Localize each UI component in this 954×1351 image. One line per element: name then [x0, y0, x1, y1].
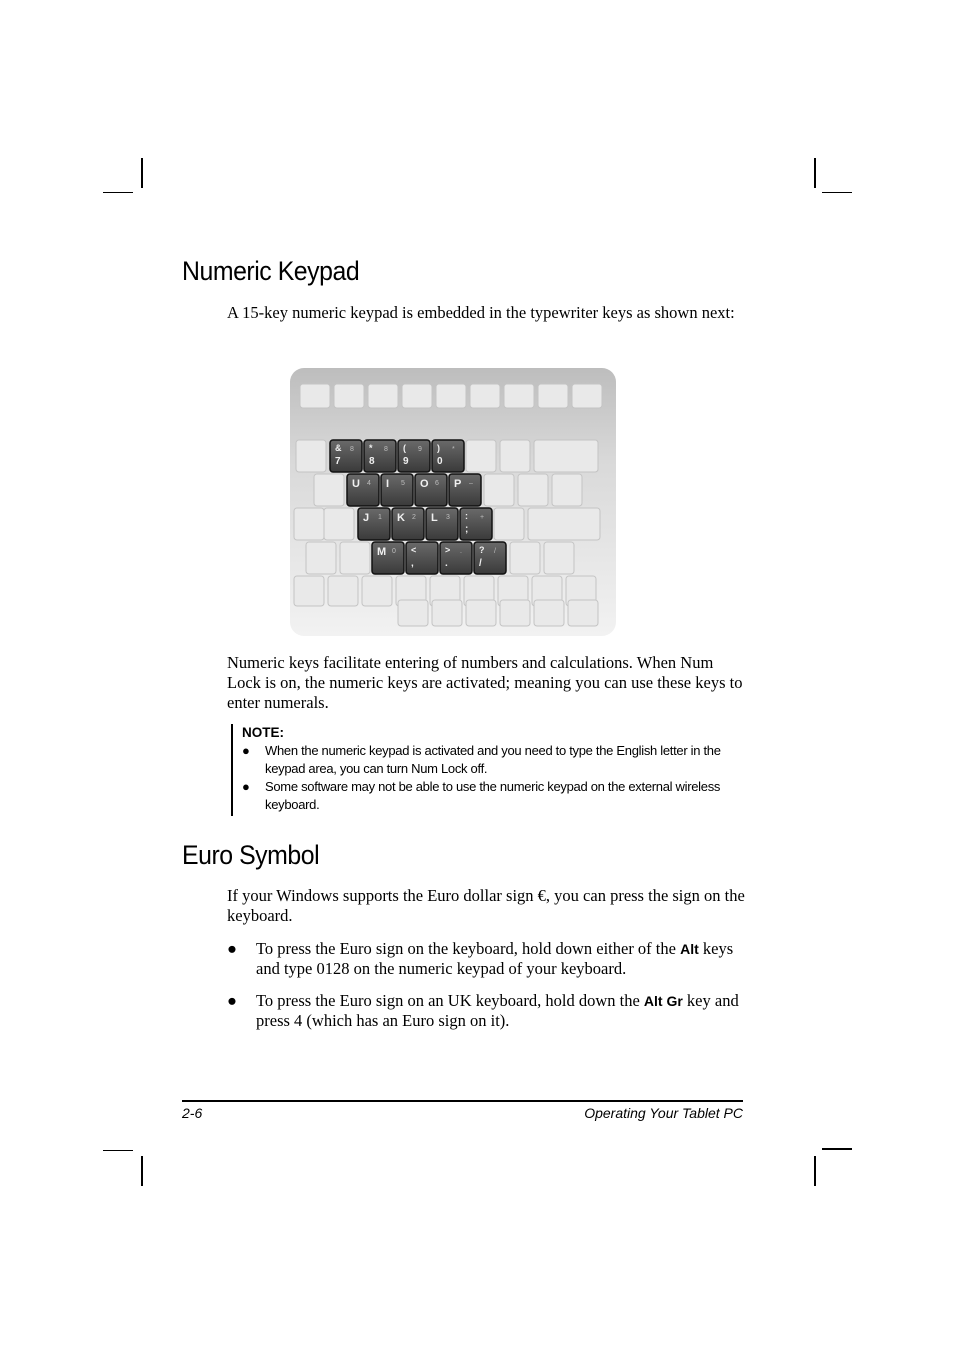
key-main-label: 8 [369, 456, 375, 467]
keyboard-key [334, 384, 364, 408]
keyboard-key [552, 474, 582, 506]
keyboard-illustration [288, 364, 620, 640]
numeric-keypad-key [406, 542, 438, 574]
numeric-keypad-key [460, 508, 492, 540]
keyboard-key [538, 384, 568, 408]
key-main-label: 7 [335, 456, 341, 467]
key-numpad-label: 4 [367, 480, 371, 487]
key-numpad-label: 6 [435, 480, 439, 487]
numeric-keypad-key [474, 542, 506, 574]
crop-mark [141, 1156, 143, 1186]
keyboard-key [568, 600, 598, 626]
numeric-keypad-key [449, 474, 481, 506]
keyboard-key [362, 576, 392, 606]
section-heading-euro-symbol: Euro Symbol [182, 840, 320, 870]
numeric-keys-paragraph: Numeric keys facilitate entering of numbers and calculations. When Num Lock is on, the numeric keys are activated; meaning you can use these keys to enter numerals. [227, 653, 743, 712]
keyboard-key [328, 576, 358, 606]
key-shift-label: : [465, 511, 468, 521]
crop-mark [103, 1150, 133, 1151]
euro-sign: € [537, 886, 546, 905]
keyboard-key [402, 384, 432, 408]
crop-mark [822, 192, 852, 193]
keyboard-key [528, 508, 600, 540]
keyboard-key [544, 542, 574, 574]
numeric-keypad-key [381, 474, 413, 506]
note-item-text: When the numeric keypad is activated and you need to type the English letter in the keypad area, you can turn Num Lock off. [265, 743, 721, 776]
crop-mark [822, 1148, 852, 1150]
keyboard-key [300, 384, 330, 408]
key-numpad-label: 0 [392, 548, 396, 555]
numeric-keypad-key [364, 440, 396, 472]
crop-mark [814, 158, 816, 188]
key-numpad-label: 5 [401, 480, 405, 487]
key-numpad-label: + [480, 514, 485, 521]
list-item-text: key and press 4 (which has an Euro sign on it). [256, 991, 739, 1030]
key-shift-label: < [411, 545, 417, 555]
keyboard-key [534, 440, 598, 472]
key-main-label: P [454, 478, 462, 490]
keyboard-key [466, 440, 496, 472]
numeric-keypad-key [330, 440, 362, 472]
note-list [242, 742, 757, 814]
crop-mark [814, 1156, 816, 1186]
key-numpad-label: 2 [412, 514, 416, 521]
key-main-label: . [445, 558, 448, 569]
list-item [227, 991, 747, 1031]
keyboard-key [432, 600, 462, 626]
key-main-label: , [411, 558, 414, 569]
keyboard-key [314, 474, 344, 506]
numeric-keypad-key [398, 440, 430, 472]
keyboard-key [466, 600, 496, 626]
euro-bullet-list [227, 939, 747, 1031]
numeric-keypad-key [372, 542, 404, 574]
note-item-text: Some software may not be able to use the numeric keypad on the external wireless keyboard. [265, 779, 721, 812]
keyboard-key [470, 384, 500, 408]
keyboard-key [500, 600, 530, 626]
keyboard-key [324, 508, 354, 540]
bullet-icon: ● [242, 779, 250, 794]
numeric-keypad-key [426, 508, 458, 540]
euro-intro-text: , you can press the sign on the keyboard. [227, 886, 745, 925]
alt-gr-key-label: Alt Gr [643, 993, 683, 1009]
key-main-label: / [479, 558, 482, 569]
key-shift-label: ( [403, 443, 406, 453]
note-title: NOTE: [242, 725, 284, 740]
key-main-label: ; [465, 524, 469, 535]
crop-mark [103, 192, 133, 193]
key-numpad-label: – [469, 480, 473, 487]
bullet-icon: ● [227, 939, 237, 958]
keyboard-key [484, 474, 514, 506]
keyboard-figure [288, 364, 620, 640]
keyboard-key [436, 384, 466, 408]
list-item-text: To press the Euro sign on an UK keyboard, hold down the [256, 991, 644, 1010]
keyboard-key [296, 440, 326, 472]
key-main-label: 0 [437, 456, 443, 467]
keyboard-key [368, 384, 398, 408]
bullet-icon: ● [227, 991, 237, 1010]
key-numpad-label: / [494, 548, 496, 555]
list-item [227, 939, 747, 979]
key-main-label: O [420, 478, 429, 490]
keyboard-key [518, 474, 548, 506]
key-numpad-label: 3 [446, 514, 450, 521]
key-numpad-label: . [460, 548, 462, 555]
keyboard-key [504, 384, 534, 408]
key-main-label: I [386, 478, 390, 490]
euro-intro-paragraph [227, 886, 747, 926]
numeric-keypad-key [415, 474, 447, 506]
keyboard-key [572, 384, 602, 408]
key-numpad-label: 1 [378, 514, 382, 521]
keyboard-key [500, 440, 530, 472]
alt-key-label: Alt [680, 941, 699, 957]
keyboard-key [534, 600, 564, 626]
key-shift-label: ? [479, 545, 485, 555]
keyboard-key [398, 600, 428, 626]
key-shift-label: * [369, 443, 373, 453]
key-main-label: U [352, 478, 360, 490]
key-shift-label: & [335, 443, 342, 453]
footer-rule [182, 1100, 743, 1102]
key-shift-label: ) [437, 443, 440, 453]
note-item [242, 778, 757, 814]
key-numpad-label: * [452, 446, 455, 453]
key-numpad-label: 8 [384, 446, 388, 453]
keyboard-key [494, 508, 524, 540]
keyboard-key [306, 542, 336, 574]
crop-mark [141, 158, 143, 188]
intro-paragraph: A 15-key numeric keypad is embedded in the typewriter keys as shown next: [227, 303, 735, 322]
key-main-label: J [363, 512, 370, 524]
keyboard-key [510, 542, 540, 574]
numeric-keypad-key [392, 508, 424, 540]
keyboard-key [340, 542, 370, 574]
section-heading-numeric-keypad: Numeric Keypad [182, 256, 360, 286]
key-numpad-label: 8 [350, 446, 354, 453]
note-item [242, 742, 757, 778]
numeric-keypad-key [432, 440, 464, 472]
note-box [231, 724, 757, 816]
page-number: 2-6 [182, 1105, 203, 1121]
numeric-keypad-key [440, 542, 472, 574]
key-main-label: M [377, 546, 387, 558]
key-main-label: K [397, 512, 405, 524]
list-item-text: To press the Euro sign on the keyboard, hold down either of the [256, 939, 681, 958]
bullet-icon: ● [242, 743, 250, 758]
keyboard-key [294, 508, 324, 540]
list-item-text: keys and type 0128 on the numeric keypad of your keyboard. [256, 939, 734, 978]
key-main-label: 9 [403, 456, 409, 467]
numeric-keypad-key [358, 508, 390, 540]
numeric-keypad-key [347, 474, 379, 506]
key-numpad-label: 9 [418, 446, 422, 453]
keyboard-key [294, 576, 324, 606]
chapter-title: Operating Your Tablet PC [584, 1105, 743, 1121]
euro-intro-text: If your Windows supports the Euro dollar sign [227, 886, 538, 905]
key-shift-label: > [445, 545, 451, 555]
key-main-label: L [431, 512, 438, 524]
